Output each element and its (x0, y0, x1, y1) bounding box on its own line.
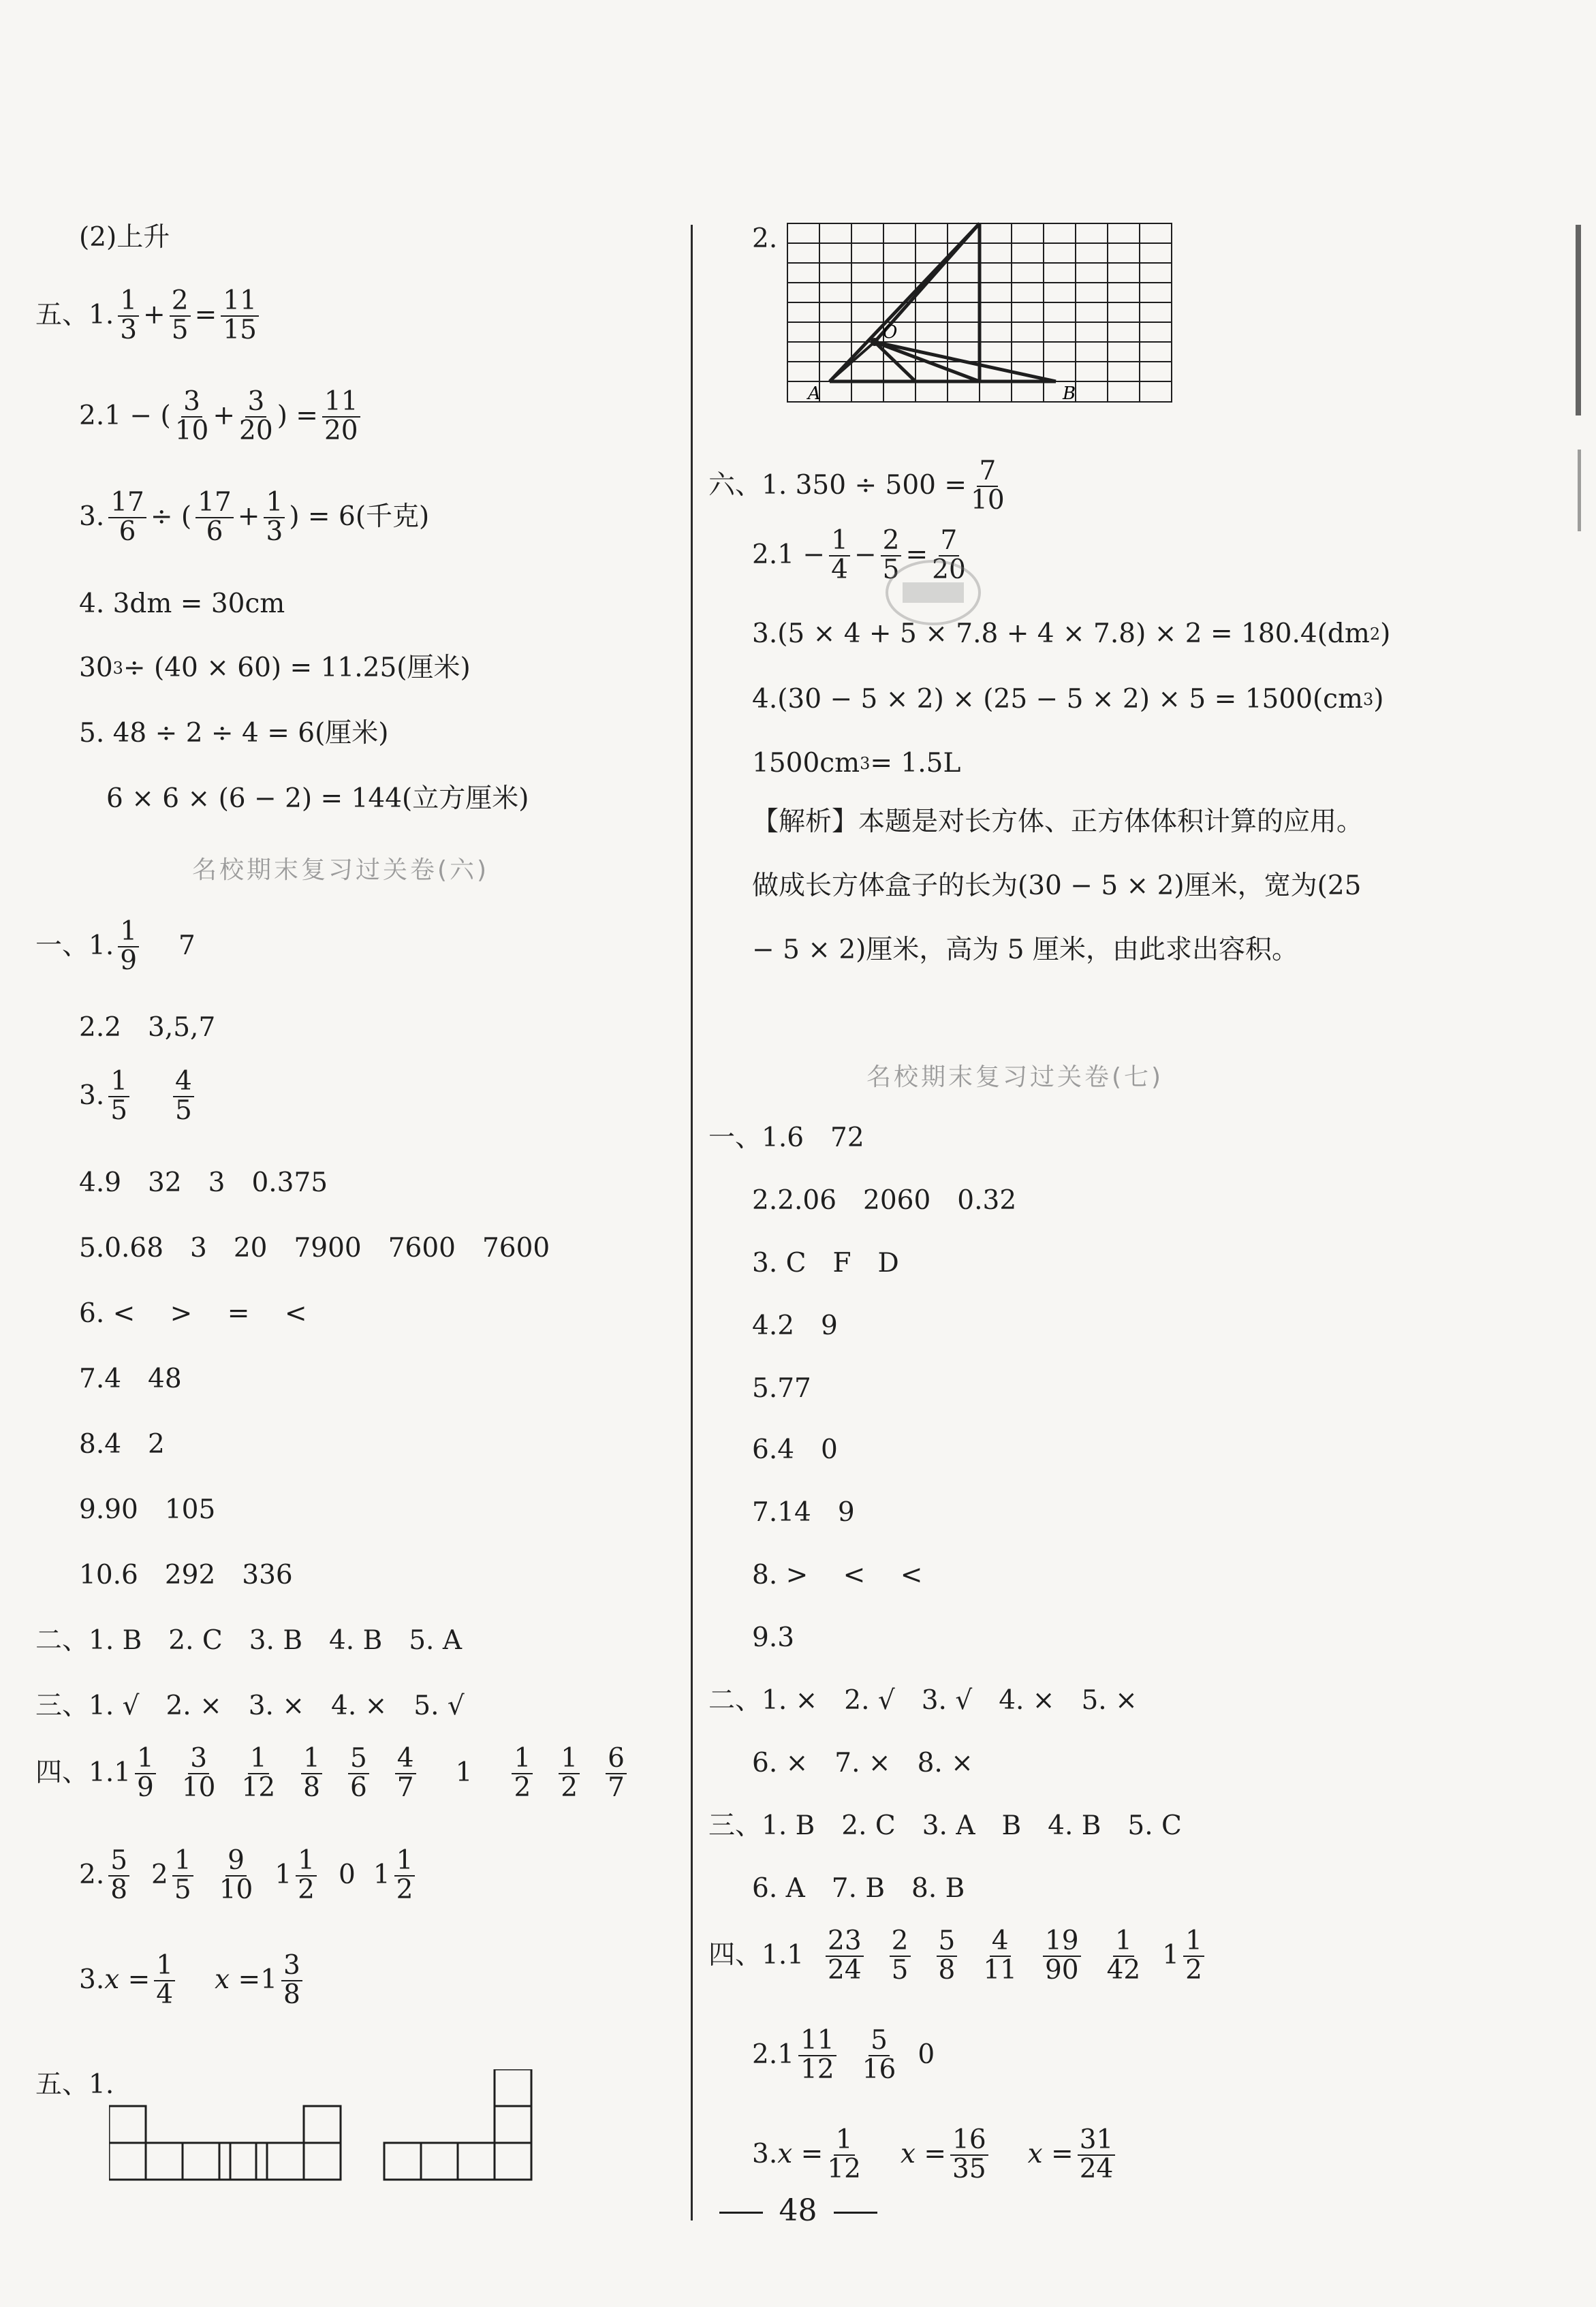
answer-text: (2)上升 (79, 222, 170, 253)
answer-text: 2.1 − (752, 539, 826, 571)
answer-number: 五、1. (35, 300, 114, 331)
answer-line (35, 1300, 307, 1329)
answer-line (35, 1847, 419, 1904)
answer-line: 2.1 − ( $\frac{3}{10}$ + $\frac{3}{20}$ ) = $\frac{11}{20}$ (35, 388, 364, 445)
fraction: $\frac{5}{6}$ (348, 1745, 369, 1802)
answer-line (708, 1187, 1016, 1216)
answer-text: 7 (178, 930, 195, 962)
page-number: 48 (779, 2193, 817, 2228)
answer-text: 8. > < < (752, 1560, 923, 1590)
answer-line (708, 1686, 1138, 1716)
fraction: $\frac{6}{7}$ (606, 1745, 627, 1802)
answer-line (708, 2126, 1119, 2184)
answer-text: 2.2 3,5,7 (79, 1012, 216, 1043)
answer-line (35, 785, 529, 814)
answer-line: 1500cm 3 = 1.5L (752, 748, 961, 779)
fraction: $\frac{7}{20}$ (932, 525, 966, 585)
fraction: $\frac{31}{24}$ (1078, 2126, 1116, 2184)
answer-line (708, 1749, 973, 1778)
fraction: $\frac{4}{7}$ (395, 1745, 416, 1802)
answer-text: 10.6 292 336 (79, 1560, 293, 1590)
answer-number: 一、1. (35, 930, 114, 962)
view-drawing-2 (230, 2106, 341, 2180)
answer-number: 3. (79, 1080, 105, 1112)
answer-line (35, 1430, 165, 1460)
answer-text: 9.90 105 (79, 1494, 216, 1525)
view-drawing-3 (384, 2069, 531, 2180)
fraction: $\frac{1}{9}$ (135, 1745, 156, 1802)
fraction: $\frac{23}{24}$ (826, 1928, 864, 1985)
answer-text: 三、1. B 2. C 3. A B 4. B 5. C (708, 1810, 1182, 1841)
fraction: $\frac{2}{5}$ (170, 287, 191, 345)
answer-line (35, 1561, 293, 1590)
answer-text: ÷ (40 × 60) = 11.25(厘米) (123, 653, 471, 683)
fraction: $\frac{1}{5}$ (108, 1068, 129, 1125)
fraction: $\frac{1}{2}$ (559, 1745, 580, 1802)
answer-text: x = (215, 1964, 261, 1996)
fraction: $\frac{3}{10}$ (174, 386, 209, 446)
fraction: $\frac{1}{8}$ (301, 1745, 322, 1802)
answer-line (35, 1952, 307, 2009)
answer-text: 3. C F D (752, 1248, 899, 1278)
answer-line (35, 1745, 631, 1802)
answer-line (708, 1928, 1208, 1985)
fraction: $\frac{19}{90}$ (1043, 1928, 1081, 1985)
answer-text: 3.(5 × 4 + 5 × 7.8 + 4 × 7.8) × 2 = 180.4(dm (752, 618, 1370, 649)
answer-line (35, 1365, 182, 1394)
fraction: $\frac{2}{5}$ (890, 1928, 911, 1985)
answer-line (708, 1436, 838, 1465)
answer-text: 5. 48 ÷ 2 ÷ 4 = 6(厘米) (79, 718, 389, 749)
mixed-number: 1 $\frac{1}{2}$ (275, 1847, 321, 1904)
mixed-number: 1 $\frac{1}{2}$ (1162, 1928, 1208, 1985)
answer-line (35, 719, 389, 749)
fraction: $\frac{11}{15}$ (221, 287, 259, 345)
fraction: $\frac{4}{11}$ (983, 1926, 1017, 1986)
answer-line: 3.(5 × 4 + 5 × 7.8 + 4 × 7.8) × 2 = 180.4(dm 2 ) (752, 618, 1391, 649)
section-title: 名校期末复习过关卷(六) (192, 856, 490, 884)
answer-text: 一、1.6 72 (708, 1123, 864, 1153)
answer-text: 7.14 9 (752, 1497, 855, 1528)
fraction: $\frac{5}{8}$ (937, 1928, 958, 1985)
answer-number: 四、1.1 (35, 1757, 131, 1789)
answer-number: 3. (79, 1964, 105, 1996)
column-divider (691, 225, 693, 2220)
answer-text: 30 (79, 653, 113, 683)
fraction: $\frac{7}{10}$ (971, 456, 1005, 516)
answer-text: 0 (918, 2039, 935, 2071)
point-b-label: B (1063, 383, 1076, 404)
answer-text: 4.(30 − 5 × 2) × (25 − 5 × 2) × 5 = 1500(cm (752, 684, 1363, 715)
answer-text: 4.2 9 (752, 1311, 838, 1341)
section-title: 名校期末复习过关卷(七) (866, 1063, 1164, 1091)
point-o (871, 338, 879, 346)
answer-text: 5.77 (752, 1373, 811, 1404)
answer-line (708, 1812, 1182, 1841)
scan-edge-mark (1576, 225, 1581, 415)
answer-number: 3. (79, 501, 105, 533)
answer-line (708, 1312, 838, 1341)
fraction: $\frac{5}{8}$ (108, 1847, 129, 1904)
answer-text: x = (1027, 2139, 1074, 2170)
fraction: $\frac{5}{16}$ (862, 2025, 896, 2085)
mixed-number: 2 $\frac{1}{5}$ (151, 1847, 198, 1904)
fraction: $\frac{11}{12}$ (798, 2027, 836, 2084)
answer-text: 二、1. × 2. √ 3. √ 4. × 5. × (708, 1685, 1138, 1716)
footer-dash (719, 2212, 763, 2214)
point-o-label: O (883, 322, 898, 343)
answer-text: 6. × 7. × 8. × (752, 1748, 973, 1778)
answer-line: 4.(30 − 5 × 2) × (25 − 5 × 2) × 5 = 1500(cm 3 ) (752, 684, 1384, 715)
page-footer (0, 2193, 1596, 2228)
answer-text: 1500cm (752, 748, 860, 779)
fraction: $\frac{11}{20}$ (322, 388, 360, 445)
answer-line (708, 1874, 965, 1904)
answer-line (35, 2071, 114, 2100)
fraction: $\frac{1}{2}$ (512, 1745, 533, 1802)
answer-text: 4.9 32 3 0.375 (79, 1167, 328, 1198)
grid-figure (781, 221, 1193, 405)
answer-number: 四、1.1 (708, 1940, 804, 1971)
fraction: $\frac{1}{12}$ (827, 2124, 861, 2184)
answer-line (35, 590, 285, 619)
answer-text: 9.3 (752, 1622, 795, 1653)
answer-text: 1 (455, 1757, 473, 1789)
fraction: $\frac{4}{5}$ (173, 1068, 194, 1125)
answer-text: 2.1 − ( (79, 401, 171, 432)
answer-text: 0 (339, 1859, 356, 1891)
answer-text: 三、1. √ 2. × 3. × 4. × 5. √ (35, 1691, 465, 1721)
fraction: $\frac{1}{9}$ (118, 918, 139, 975)
answer-line (708, 1624, 794, 1653)
answer-text: 7.4 48 (79, 1364, 182, 1394)
watermark-stamp (882, 555, 984, 630)
answer-line (35, 1169, 328, 1198)
scan-edge-mark (1578, 450, 1581, 531)
answer-number: 3. (752, 2139, 778, 2170)
answer-text: 6.4 0 (752, 1434, 838, 1465)
mixed-number: 1 $\frac{1}{2}$ (373, 1847, 420, 1904)
answer-text: 8.4 2 (79, 1429, 165, 1460)
answer-number: 六、1. 350 ÷ 500 = (708, 470, 967, 501)
answer-text: x = (104, 1964, 151, 1996)
answer-line (35, 918, 195, 975)
answer-line (35, 1627, 462, 1656)
answer-line (35, 1496, 215, 1525)
answer-line (708, 2027, 935, 2084)
fraction: $\frac{17}{6}$ (108, 489, 146, 546)
answer-text: 2.2.06 2060 0.32 (752, 1185, 1017, 1216)
answer-text: 二、1. B 2. C 3. B 4. B 5. A (35, 1625, 463, 1656)
answer-line: 五、1. $\frac{1}{3}$ + $\frac{2}{5}$ = $\frac{11}{15}$ (35, 287, 263, 345)
fraction: $\frac{16}{35}$ (950, 2126, 988, 2184)
fraction: $\frac{3}{20}$ (239, 386, 273, 446)
fraction: $\frac{1}{4}$ (154, 1952, 175, 2009)
answer-line (708, 1375, 811, 1404)
answer-text: x = (777, 2139, 824, 2170)
answer-number: 2.1 (752, 2039, 795, 2071)
answer-line: 30 3 ÷ (40 × 60) = 11.25(厘米) (79, 653, 471, 683)
fraction: $\frac{1}{4}$ (829, 527, 850, 584)
answer-line (708, 1249, 899, 1278)
answer-text: ) = 6(千克) (289, 501, 430, 533)
answer-line (708, 225, 777, 254)
answer-number: 2. (752, 223, 778, 254)
fraction: $\frac{2}{5}$ (881, 527, 902, 584)
fraction: $\frac{1}{3}$ (264, 489, 285, 546)
answer-number: 五、1. (35, 2069, 114, 2100)
fraction: $\frac{9}{10}$ (219, 1845, 253, 1905)
answer-line: 2.1 − $\frac{1}{4}$ − $\frac{2}{5}$ = $\frac{7}{20}$ (752, 525, 966, 585)
fraction: $\frac{1}{12}$ (241, 1743, 276, 1803)
answer-text: 6. < > = < (79, 1298, 307, 1329)
analysis-paragraph: 【解析】本题是对长方体、正方体体积计算的应用。做成长方体盒子的长为(30 − 5 × 2)厘米，宽为(25 − 5 × 2)厘米，高为 5 厘米，由此求出容积。 (752, 806, 1364, 965)
point-a-label: A (808, 383, 821, 404)
answer-number: 2. (79, 1859, 105, 1891)
fraction: $\frac{17}{6}$ (195, 489, 234, 546)
answer-line (35, 1234, 550, 1264)
footer-dash (834, 2212, 877, 2214)
fraction: $\frac{3}{10}$ (181, 1743, 216, 1803)
answer-line (708, 1561, 922, 1590)
answer-text: 4. 3dm = 30cm (79, 588, 285, 619)
fraction: $\frac{1}{3}$ (118, 287, 139, 345)
mixed-number: 1 $\frac{3}{8}$ (260, 1952, 307, 2009)
answer-line (708, 1124, 864, 1153)
answer-text: 5.0.68 3 20 7900 7600 7600 (79, 1233, 550, 1264)
answer-text: 6. A 7. B 8. B (752, 1873, 965, 1904)
fraction: $\frac{1}{42}$ (1106, 1926, 1141, 1986)
answer-line (708, 1498, 855, 1528)
answer-line: 3. $\frac{17}{6}$ ÷ ( $\frac{17}{6}$ + $\frac{1}{3}$ ) = 6(千克) (79, 487, 430, 547)
answer-line (35, 1692, 465, 1721)
answer-text: 6 × 6 × (6 − 2) = 144(立方厘米) (106, 783, 529, 814)
answer-text: x = (900, 2139, 947, 2170)
answer-line (35, 1068, 198, 1125)
answer-line (708, 458, 1009, 515)
answer-line (35, 223, 170, 253)
answer-line (35, 1014, 215, 1043)
